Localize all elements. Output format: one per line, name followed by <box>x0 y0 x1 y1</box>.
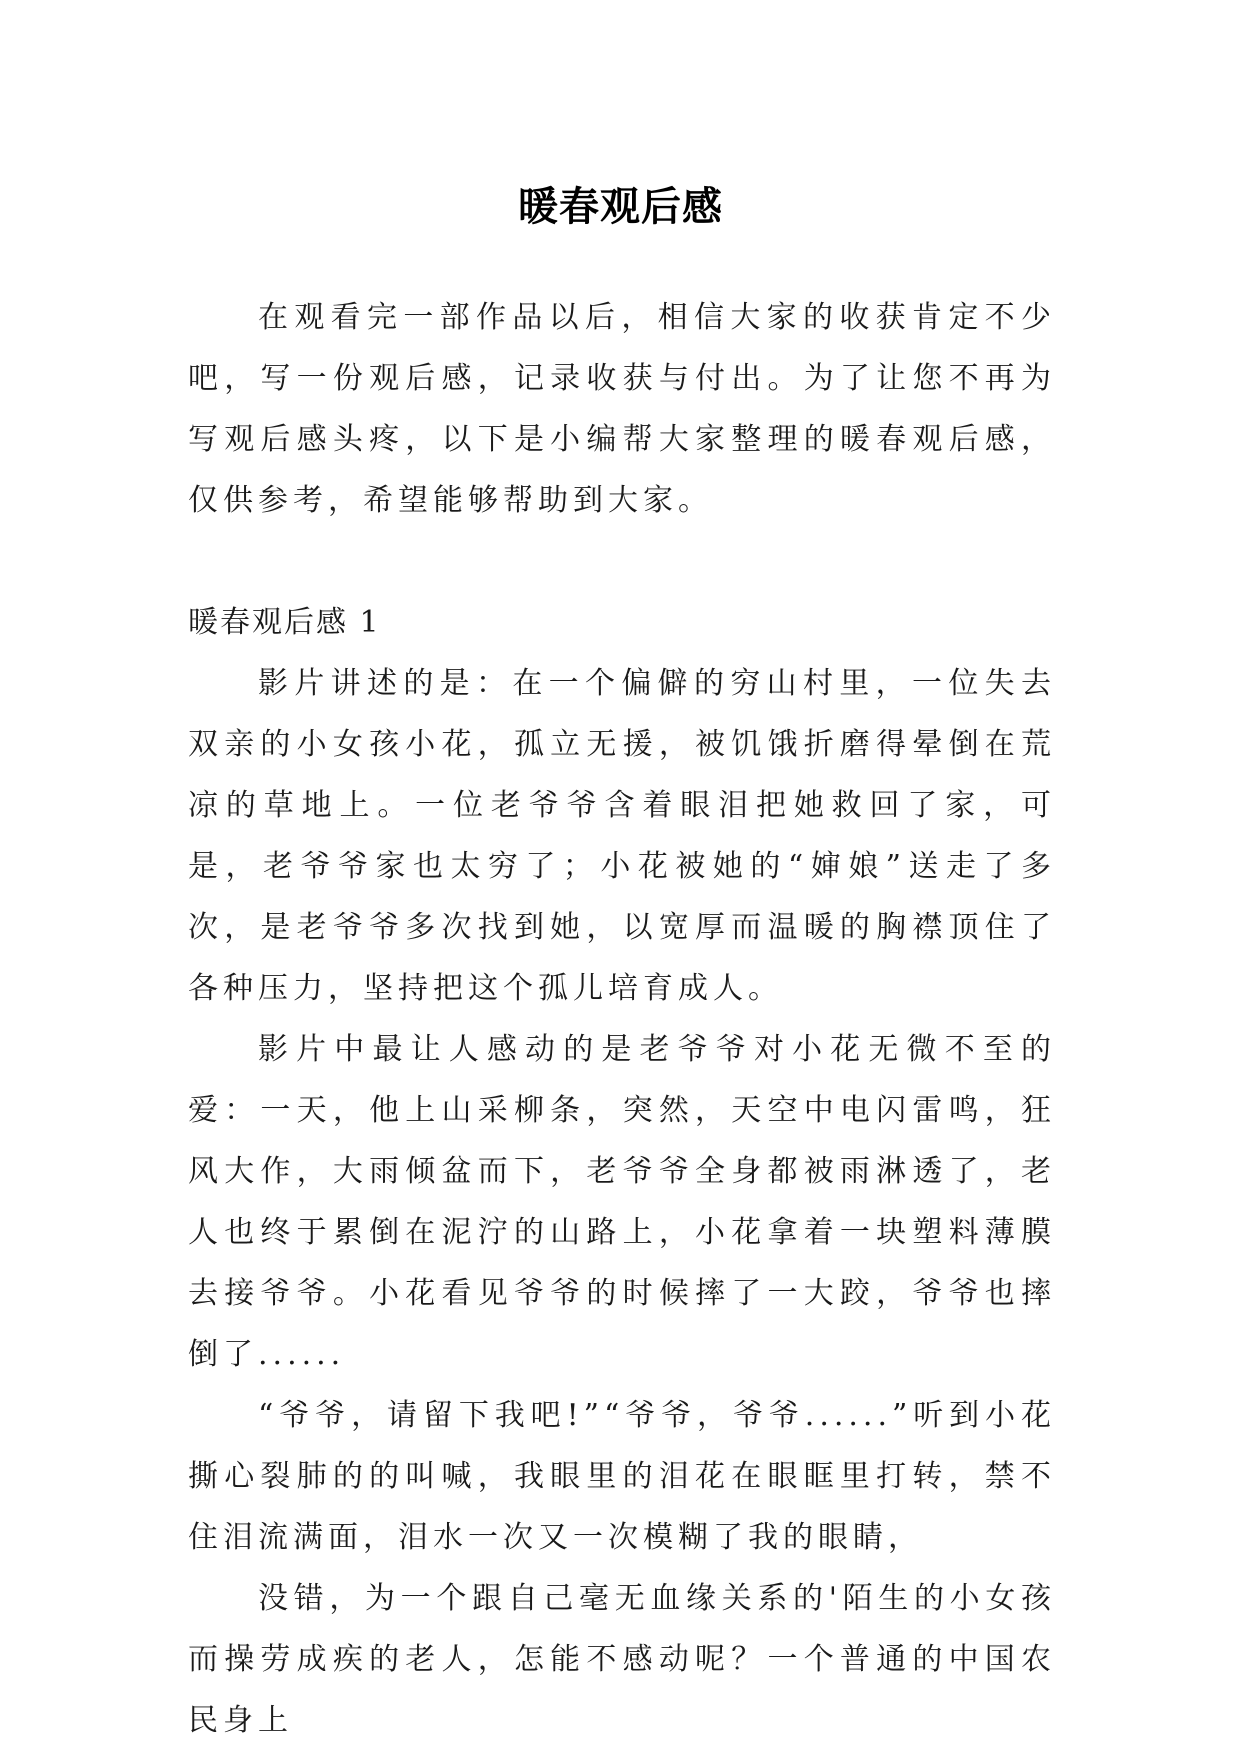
intro-paragraph: 在观看完一部作品以后，相信大家的收获肯定不少吧，写一份观后感，记录收获与付出。为了让您不再为写观后感头疼，以下是小编帮大家整理的暖春观后感，仅供参考，希望能够帮助到大家。 <box>188 300 1056 518</box>
body-paragraph-3: “爷爷，请留下我吧!”“爷爷，爷爷......”听到小花撕心裂肺的的叫喊，我眼里的泪花在眼眶里打转，禁不住泪流满面，泪水一次又一次模糊了我的眼睛， <box>188 1398 1056 1555</box>
body-paragraph-2: 影片中最让人感动的是老爷爷对小花无微不至的爱：一天，他上山采柳条，突然，天空中电闪雷鸣，狂风大作，大雨倾盆而下，老爷爷全身都被雨淋透了，老人也终于累倒在泥泞的山路上，小花拿着一块塑料薄膜去接爷爷。小花看见爷爷的时候摔了一大跤，爷爷也摔倒了...... <box>188 1032 1056 1372</box>
body-paragraph-4: 没错，为一个跟自己毫无血缘关系的'陌生的小女孩而操劳成疾的老人，怎能不感动呢？一个普通的中国农民身上 <box>188 1581 1056 1738</box>
document-title: 暖春观后感 <box>518 183 723 230</box>
body-paragraph-1: 影片讲述的是：在一个偏僻的穷山村里，一位失去双亲的小女孩小花，孤立无援，被饥饿折磨得晕倒在荒凉的草地上。一位老爷爷含着眼泪把她救回了家，可是，老爷爷家也太穷了；小花被她的“婶娘”送走了多次，是老爷爷多次找到她，以宽厚而温暖的胸襟顶住了各种压力，坚持把这个孤儿培育成人。 <box>188 666 1056 1006</box>
section-heading: 暖春观后感 1 <box>188 605 381 640</box>
document-body <box>188 287 1056 1751</box>
